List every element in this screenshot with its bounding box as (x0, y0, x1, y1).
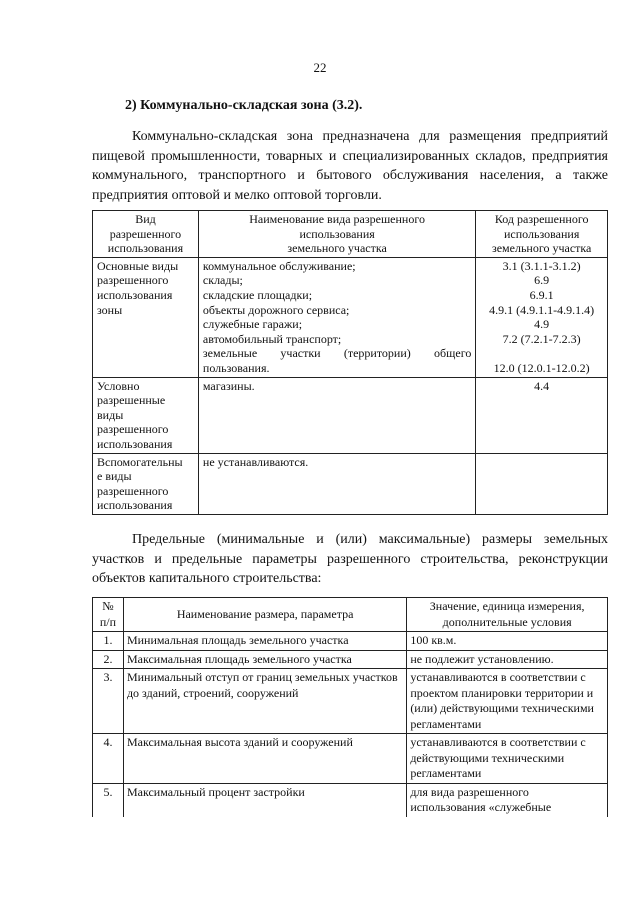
row-number: 3. (93, 669, 124, 734)
conditional-usage-code: 4.4 (476, 377, 608, 453)
row-value: устанавливаются в соответствии с проектом планировки территории и (или) действующими техническими регламентами (407, 669, 608, 734)
conditional-usage-label: Условно разрешенные виды разрешенного использования (93, 377, 199, 453)
header-usage-name: Наименование вида разрешенного использования земельного участка (198, 211, 475, 258)
limits-paragraph: Предельные (минимальные и (или) максимальные) размеры земельных участков и предельные параметры разрешенного строительства, реконструкции объектов капитального строительства: (92, 532, 608, 586)
row-number: 5. (93, 783, 124, 817)
row-parameter: Минимальная площадь земельного участка (123, 632, 406, 651)
row-number: 1. (93, 632, 124, 651)
intro-paragraph: Коммунально-складская зона предназначена для размещения предприятий пищевой промышленности, товарных и специализированных складов, предприятия коммунального, транспортного и бытового обслуживания населения, а также предприятия оптовой и мелко оптовой торговли. (92, 129, 608, 203)
row-value: 100 кв.м. (407, 632, 608, 651)
usage-row-auxiliary (93, 453, 608, 514)
header-usage-type: Вид разрешенного использования (93, 211, 199, 258)
table-row (93, 734, 608, 784)
section-heading: 2) Коммунально-складская зона (3.2). (125, 98, 363, 113)
auxiliary-usage-name: не устанавливаются. (198, 453, 475, 514)
usage-row-conditional (93, 377, 608, 453)
main-usage-codes: 3.1 (3.1.1-3.1.2) 6.9 6.9.1 4.9.1 (4.9.1.1-4.9.1.4) 4.9 7.2 (7.2.1-7.2.3) 12.0 (12.0.1-12.0.2) (476, 257, 608, 377)
conditional-usage-name: магазины. (198, 377, 475, 453)
row-parameter: Максимальный процент застройки (123, 783, 406, 817)
row-parameter: Минимальный отступ от границ земельных участков до зданий, строений, сооружений (123, 669, 406, 734)
header-usage-code: Код разрешенного использования земельного участка (476, 211, 608, 258)
table-row (93, 650, 608, 669)
table-row (93, 632, 608, 651)
main-usage-names: коммунальное обслуживание; склады; складские площадки; объекты дорожного сервиса; служебные гаражи; автомобильный транспорт; земельные участки (территории) общего пользования. (198, 257, 475, 377)
row-value: для вида разрешенного использования «служебные (407, 783, 608, 817)
usage-row-main (93, 257, 608, 377)
row-parameter: Максимальная площадь земельного участка (123, 650, 406, 669)
usage-table-header-row (93, 211, 608, 258)
row-value: устанавливаются в соответствии с действующими техническими регламентами (407, 734, 608, 784)
row-value: не подлежит установлению. (407, 650, 608, 669)
auxiliary-usage-code (476, 453, 608, 514)
usage-types-table (92, 210, 608, 515)
row-number: 2. (93, 650, 124, 669)
table-row (93, 669, 608, 734)
table-row (93, 783, 608, 817)
header-parameter-name: Наименование размера, параметра (123, 598, 406, 632)
page-number: 22 (313, 60, 327, 75)
main-usage-label: Основные виды разрешенного использования зоны (93, 257, 199, 377)
header-parameter-value: Значение, единица измерения, дополнительные условия (407, 598, 608, 632)
params-header-row (93, 598, 608, 632)
auxiliary-usage-label: Вспомогательны е виды разрешенного использования (93, 453, 199, 514)
parameters-table (92, 597, 608, 817)
header-number: № п/п (93, 598, 124, 632)
row-parameter: Максимальная высота зданий и сооружений (123, 734, 406, 784)
row-number: 4. (93, 734, 124, 784)
